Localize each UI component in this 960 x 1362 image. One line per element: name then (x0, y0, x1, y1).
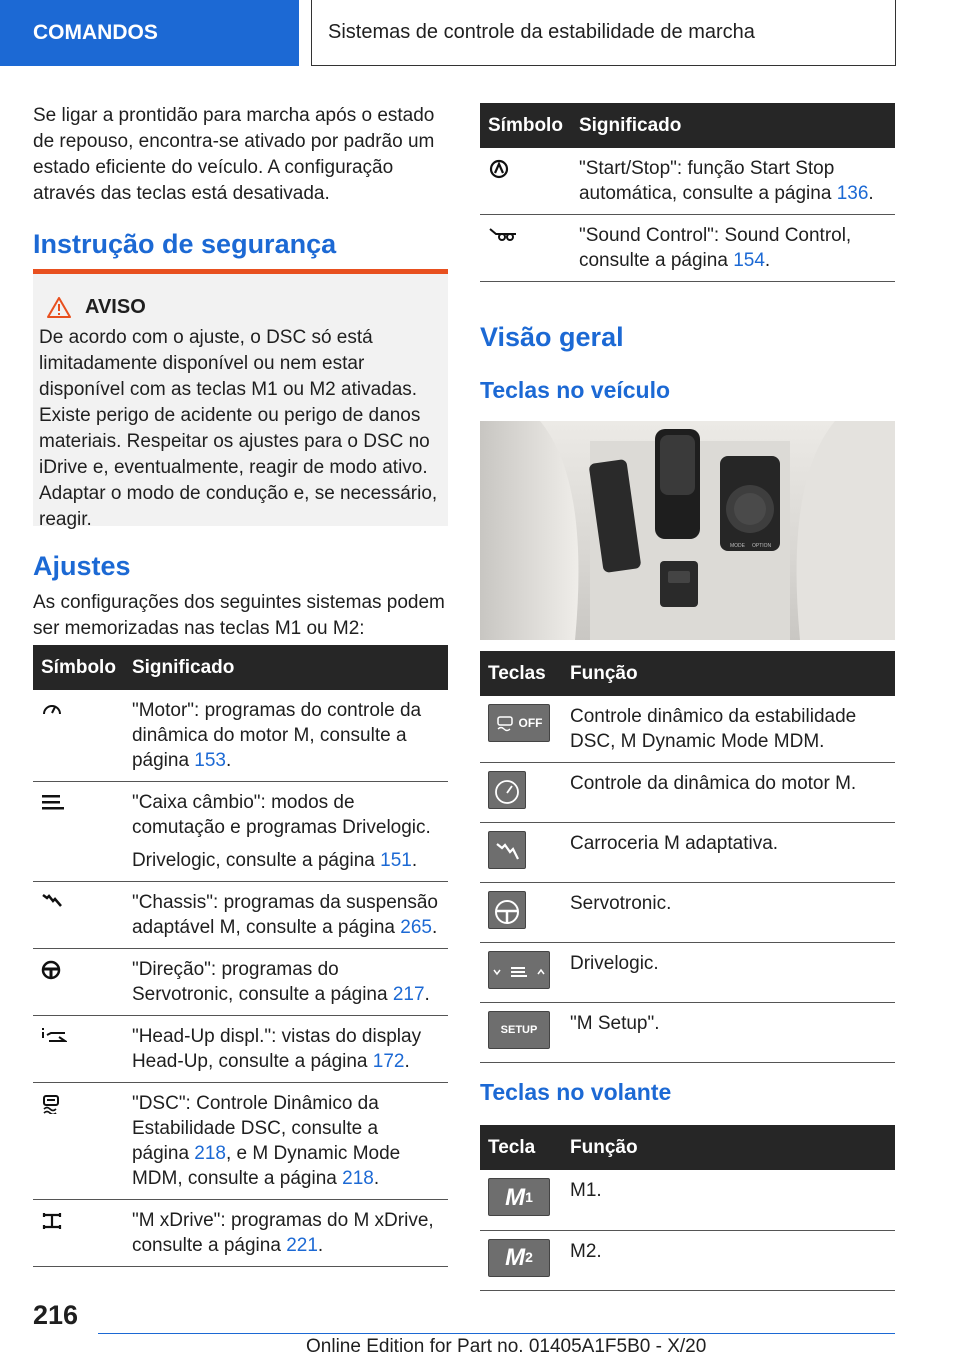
settings-heading: Ajustes (33, 551, 131, 581)
page-link[interactable]: 154 (733, 250, 765, 271)
page-link[interactable]: 136 (836, 183, 869, 204)
page-number: 216 (33, 1300, 79, 1330)
setup-key-label: SETUP (500, 1023, 538, 1036)
mode-button-label: MODE (730, 543, 745, 549)
head-up-display-icon (41, 1027, 67, 1045)
table-row: "Sound Control": Sound Control, consulte a página 154. (480, 215, 895, 282)
warning-box (33, 269, 448, 530)
steering-keys-heading: Teclas no volante (480, 1079, 672, 1105)
dsc-car-icon (41, 1094, 61, 1114)
m1-key-number: 1 (525, 1188, 533, 1205)
table-row: "Head-Up displ.": vistas do display Head-Up, consulte a página 172. (33, 1016, 448, 1083)
page-link[interactable]: 265 (400, 917, 432, 938)
chapter-title: Sistemas de controle da estabilidade de marcha (328, 21, 755, 43)
suspension-key-icon (488, 831, 526, 869)
page-link[interactable]: 218 (194, 1143, 226, 1164)
warning-text: De acordo com o ajuste, o DSC só está limitadamente disponível ou nem estar disponível com as teclas M1 ou M2 ativadas. Existe perigo de acidente ou perigo de danos materiais. Respeitar os ajustes para o DSC no iDrive e, eventualmente, reagir de modo ativo. Adaptar o modo de condução e, se necessário, reagir. (39, 327, 438, 530)
col-meaning: Significado (571, 103, 895, 148)
table-header (480, 651, 895, 696)
drivelogic-key-icon (488, 951, 550, 989)
setup-key-icon (488, 1011, 550, 1049)
suspension-icon (41, 893, 63, 909)
table-row: OFF Controle dinâmico da estabilidade DSC, M Dynamic Mode MDM. (480, 696, 895, 763)
symbol-table-continued (480, 103, 895, 282)
col-symbol: Símbolo (480, 103, 571, 148)
col-function: Função (562, 1125, 895, 1170)
page-link[interactable]: 153 (194, 750, 226, 771)
table-row: M 2 M2. (480, 1230, 895, 1290)
table-row: Controle da dinâmica do motor M. (480, 763, 895, 823)
engine-gauge-icon (41, 701, 63, 717)
table-header (480, 1125, 895, 1170)
engine-dynamics-key-icon (488, 771, 526, 809)
dsc-off-label: OFF (518, 715, 543, 730)
table-row: "Direção": programas do Servotronic, consulte a página 217. (33, 949, 448, 1016)
settings-text: As configurações dos seguintes sistemas podem ser memorizadas nas teclas M1 ou M2: (33, 592, 445, 639)
start-stop-icon (488, 159, 510, 179)
table-row: "DSC": Controle Dinâmico da Estabilidade DSC, consulte a página 218, e M Dynamic Mode MDM, consulte a página 218. (33, 1083, 448, 1200)
table-row: SETUP "M Setup". (480, 1003, 895, 1063)
overview-heading: Visão geral (480, 322, 624, 352)
m2-key-number: 2 (525, 1249, 533, 1265)
steering-keys-table (480, 1125, 895, 1291)
page-link[interactable]: 217 (392, 984, 425, 1005)
xdrive-icon (41, 1211, 63, 1231)
page-link[interactable]: 172 (372, 1051, 405, 1072)
col-key: Tecla (480, 1125, 562, 1170)
vehicle-keys-table (480, 651, 895, 1063)
table-row: Carroceria M adaptativa. (480, 823, 895, 883)
steering-wheel-icon (41, 960, 61, 980)
center-console-illustration (480, 421, 895, 640)
table-row: "Chassis": programas da suspensão adaptável M, consulte a página 265. (33, 882, 448, 949)
col-keys: Teclas (480, 651, 562, 696)
col-symbol: Símbolo (33, 645, 124, 690)
gearbox-icon (41, 793, 65, 811)
table-row: M 1 M1. (480, 1170, 895, 1230)
page-link[interactable]: 151 (380, 850, 412, 871)
intro-paragraph: Se ligar a prontidão para marcha após o estado de repouso, encontra-se ativado por padrão um estado eficiente do veículo. A configuração através das teclas está desativada. (33, 105, 435, 204)
table-row: Drivelogic. (480, 943, 895, 1003)
page-link[interactable]: 221 (286, 1235, 318, 1256)
table-row: "Start/Stop": função Start Stop automática, consulte a página 136. (480, 148, 895, 215)
warning-title: AVISO (47, 296, 440, 319)
table-row: "M xDrive": programas do M xDrive, consulte a página 221. (33, 1200, 448, 1267)
table-header (33, 645, 448, 690)
sound-control-icon (488, 226, 518, 242)
page-link[interactable]: 218 (342, 1168, 374, 1189)
table-row: "Caixa câmbio": modos de comutação e programas Drivelogic. Drivelogic, consulte a página 151. (33, 782, 448, 882)
section-tab (0, 0, 299, 66)
footer-text: Online Edition for Part no. 01405A1F5B0 - X/20 (306, 1336, 707, 1357)
table-row: Servotronic. (480, 883, 895, 943)
col-meaning: Significado (124, 645, 448, 690)
vehicle-keys-heading: Teclas no veículo (480, 377, 671, 403)
settings-table (33, 645, 448, 1267)
safety-heading: Instrução de segurança (33, 229, 337, 259)
dsc-off-key-icon (488, 704, 550, 742)
center-console-photo (480, 421, 895, 640)
warning-triangle-icon (47, 297, 71, 318)
table-header (480, 103, 895, 148)
m2-key-icon: M 2 (488, 1239, 550, 1277)
col-function: Função (562, 651, 895, 696)
table-row: "Motor": programas do controle da dinâmica do motor M, consulte a página 153. (33, 690, 448, 782)
option-button-label: OPTION (752, 543, 772, 549)
m1-key-icon: M 1 (488, 1178, 550, 1216)
servotronic-key-icon (488, 891, 526, 929)
footer-divider (98, 1333, 895, 1334)
chapter-header (311, 0, 896, 66)
section-title: COMANDOS (33, 21, 158, 44)
